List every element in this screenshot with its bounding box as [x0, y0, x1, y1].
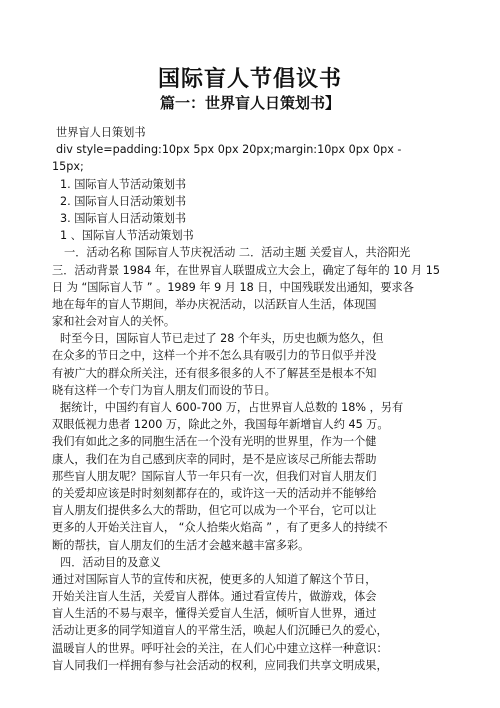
paragraph-line: 断的帮扶，盲人朋友们的生活才会越来越丰富多彩。: [52, 538, 310, 552]
document-title: 国际盲人节倡议书: [157, 67, 342, 92]
header-line: div style=padding:10px 5px 0px 20px;margin:10px 0px 0px -: [56, 143, 402, 157]
paragraph-line: 家和社会对盲人的关怀。: [52, 315, 176, 329]
paragraph-line: 双眼低视力患者 1200 万，除此之外，我国每年新增盲人约 45 万。: [52, 418, 389, 432]
toc-item: 3. 国际盲人日活动策划书: [60, 211, 187, 225]
paragraph-line: 温暖盲人的世界。呼吁社会的关注，在人们心中建立这样一种意识：: [52, 641, 388, 655]
paragraph-line: 那些盲人朋友呢？国际盲人节一年只有一次，但我们对盲人朋友们: [52, 469, 377, 483]
paragraph-line: 晓有这样一个专门为盲人朋友们而设的节日。: [52, 383, 276, 397]
paragraph-line: 的关爱却应该是时时刻刻都存在的，或许这一天的活动并不能够给: [52, 486, 377, 500]
paragraph-line: 康人，我们在为自己感到庆幸的同时，是不是应该尽己所能去帮助: [52, 452, 377, 466]
paragraph-line: 据统计，中国约有盲人 600-700 万，占世界盲人总数的 18% ，另有: [60, 401, 404, 414]
paragraph-line: 三．活动背景 1984 年，在世界盲人联盟成立大会上，确定了每年的 10 月 15: [52, 263, 440, 277]
paragraph-line: 更多的人开始关注盲人， “众人拾柴火焰高 ” ，有了更多人的持续不: [52, 521, 388, 535]
document-subtitle: 篇一：世界盲人日策划书】: [159, 94, 340, 112]
header-line: 世界盲人日策划书: [56, 126, 146, 139]
paragraph-line: 时至今日，国际盲人节已走过了 28 个年头，历史也颇为悠久，但: [60, 332, 384, 346]
paragraph-line: 开始关注盲人生活，关爱盲人群体。通过看宣传片，做游戏，体会: [52, 590, 377, 604]
toc-item: 1. 国际盲人节活动策划书: [60, 177, 187, 191]
paragraph-line: 日 为 “国际盲人节 ” 。1989 年 9 月 18 日，中国残联发出通知，要求各: [52, 280, 414, 294]
paragraph-line: 盲人同我们一样拥有参与社会活动的权利，应同我们共享文明成果，: [52, 658, 388, 672]
paragraph-line: 盲人朋友们提供多么大的帮助，但它可以成为一个平台，它可以让: [52, 504, 377, 518]
paragraph-line: 活动让更多的同学知道盲人的平常生活，唤起人们沉睡已久的爱心，: [52, 624, 388, 638]
paragraph-line: 我们有如此之多的同胞生活在一个没有光明的世界里，作为一个健: [52, 435, 377, 449]
paragraph-line: 一．活动名称 国际盲人节庆祝活动 二．活动主题 关爱盲人，共浴阳光: [64, 246, 411, 260]
paragraph-line: 盲人生活的不易与艰辛，懂得关爱盲人生活，倾听盲人世界，通过: [52, 607, 377, 621]
paragraph-line: 通过对国际盲人节的宣传和庆祝，使更多的人知道了解这个节日，: [52, 572, 377, 586]
header-line: 15px;: [52, 160, 84, 174]
paragraph-line: 地在每年的盲人节期间，举办庆祝活动，以活跃盲人生活，体现国: [52, 297, 377, 311]
paragraph-line: 有被广大的群众所关注，还有很多很多的人不了解甚至是根本不知: [52, 366, 377, 380]
section-heading: 1 、国际盲人节活动策划书: [60, 229, 194, 243]
toc-item: 2. 国际盲人日活动策划书: [60, 194, 187, 208]
section-heading: 四．活动目的及意义: [60, 555, 161, 569]
document-body: [52, 124, 452, 674]
paragraph-line: 在众多的节日之中，这样一个并不怎么具有吸引力的节日似乎并没: [52, 349, 377, 363]
